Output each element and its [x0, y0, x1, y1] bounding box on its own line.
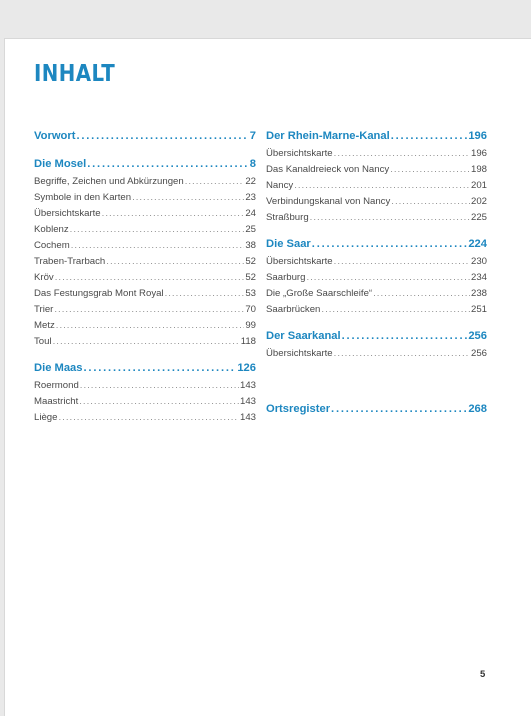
dot-leader	[334, 346, 470, 362]
toc-entry-page: 52	[245, 272, 256, 283]
toc-entry-label: Liège	[34, 412, 58, 423]
toc-entry-label: Metz	[34, 320, 55, 331]
toc-entry[interactable]	[34, 334, 256, 350]
toc-entry[interactable]	[266, 178, 487, 194]
toc-entry[interactable]	[266, 270, 487, 286]
toc-entry-label: Maastricht	[34, 396, 79, 407]
toc-spacer	[266, 226, 487, 235]
toc-spacer	[266, 362, 487, 400]
toc-entry-page: 201	[470, 180, 487, 191]
toc-column-left	[34, 127, 256, 426]
toc-entry[interactable]	[34, 378, 256, 394]
toc-section-heading[interactable]	[34, 359, 256, 378]
toc-entry-label: Saarburg	[266, 272, 306, 283]
dot-leader	[87, 155, 249, 174]
toc-entry-label: Die Saar	[266, 238, 311, 250]
toc-entry-page: 230	[470, 256, 487, 267]
toc-entry-label: Begriffe, Zeichen und Abkürzungen	[34, 176, 184, 187]
toc-section-heading[interactable]	[34, 127, 256, 146]
toc-entry[interactable]	[266, 346, 487, 362]
toc-entry-page: 52	[245, 256, 256, 267]
toc-entry-page: 251	[470, 304, 487, 315]
dot-leader	[390, 162, 470, 178]
toc-entry-label: Cochem	[34, 240, 70, 251]
toc-entry-page: 24	[245, 208, 256, 219]
toc-entry-page: 99	[245, 320, 256, 331]
dot-leader	[71, 238, 245, 254]
toc-entry-label: Koblenz	[34, 224, 69, 235]
toc-entry-page: 238	[470, 288, 487, 299]
toc-entry[interactable]	[34, 190, 256, 206]
dot-leader	[106, 254, 244, 270]
page-title: INHALT	[34, 61, 116, 87]
toc-entry-label: Vorwort	[34, 130, 76, 142]
toc-entry-label: Das Kanaldreieck von Nancy	[266, 164, 390, 175]
toc-entry-page: 256	[470, 348, 487, 359]
toc-entry[interactable]	[34, 286, 256, 302]
dot-leader	[76, 127, 248, 146]
toc-section-heading[interactable]	[266, 127, 487, 146]
toc-section-heading[interactable]	[266, 400, 487, 419]
toc-entry[interactable]	[34, 302, 256, 318]
toc-entry[interactable]	[34, 206, 256, 222]
dot-leader	[334, 146, 470, 162]
toc-entry-label: Toul	[34, 336, 52, 347]
toc-entry-label: Die Mosel	[34, 158, 87, 170]
toc-column-right	[266, 127, 487, 419]
toc-entry-label: Roermond	[34, 380, 79, 391]
toc-spacer	[34, 350, 256, 359]
dot-leader	[80, 378, 239, 394]
toc-entry[interactable]	[266, 210, 487, 226]
toc-entry-page: 126	[237, 362, 256, 374]
dot-leader	[331, 400, 467, 419]
toc-entry-label: Übersichtskarte	[266, 348, 333, 359]
document-page	[4, 38, 531, 716]
dot-leader	[391, 127, 468, 146]
toc-entry-page: 143	[239, 396, 256, 407]
toc-entry-page: 53	[245, 288, 256, 299]
toc-entry-label: Die „Große Saarschleife“	[266, 288, 373, 299]
dot-leader	[55, 270, 245, 286]
toc-entry-page: 196	[468, 130, 487, 142]
toc-entry[interactable]	[266, 286, 487, 302]
toc-entry-page: 25	[245, 224, 256, 235]
toc-entry[interactable]	[34, 394, 256, 410]
dot-leader	[391, 194, 470, 210]
toc-entry[interactable]	[266, 162, 487, 178]
toc-entry-page: 224	[468, 238, 487, 250]
dot-leader	[53, 334, 240, 350]
dot-leader	[342, 327, 468, 346]
toc-entry[interactable]	[34, 270, 256, 286]
toc-entry[interactable]	[266, 194, 487, 210]
toc-entry-page: 8	[249, 158, 256, 170]
toc-spacer	[34, 146, 256, 155]
dot-leader	[185, 174, 245, 190]
toc-entry-label: Das Festungsgrab Mont Royal	[34, 288, 164, 299]
toc-entry-label: Der Rhein-Marne-Kanal	[266, 130, 390, 142]
toc-section-heading[interactable]	[266, 235, 487, 254]
toc-entry-page: 268	[468, 403, 487, 415]
toc-section-heading[interactable]	[266, 327, 487, 346]
toc-entry[interactable]	[34, 410, 256, 426]
toc-entry-page: 256	[468, 330, 487, 342]
dot-leader	[132, 190, 244, 206]
dot-leader	[84, 359, 237, 378]
toc-entry-label: Der Saarkanal	[266, 330, 341, 342]
toc-entry[interactable]	[34, 174, 256, 190]
toc-entry-label: Übersichtskarte	[266, 256, 333, 267]
toc-entry-page: 70	[245, 304, 256, 315]
dot-leader	[294, 178, 470, 194]
toc-entry-page: 7	[249, 130, 256, 142]
toc-spacer	[266, 318, 487, 327]
dot-leader	[58, 410, 239, 426]
toc-entry-label: Übersichtskarte	[266, 148, 333, 159]
toc-entry-page: 38	[245, 240, 256, 251]
toc-entry-label: Übersichtskarte	[34, 208, 101, 219]
toc-entry-label: Nancy	[266, 180, 294, 191]
dot-leader	[54, 302, 244, 318]
dot-leader	[56, 318, 245, 334]
toc-entry[interactable]	[34, 238, 256, 254]
toc-entry-label: Straßburg	[266, 212, 309, 223]
toc-entry-page: 22	[245, 176, 256, 187]
dot-leader	[102, 206, 245, 222]
toc-entry[interactable]	[266, 302, 487, 318]
dot-leader	[334, 254, 470, 270]
toc-entry-label: Trier	[34, 304, 54, 315]
dot-leader	[70, 222, 245, 238]
toc-entry-label: Traben-Trarbach	[34, 256, 106, 267]
toc-entry[interactable]	[34, 318, 256, 334]
toc-entry-page: 196	[470, 148, 487, 159]
dot-leader	[79, 394, 239, 410]
toc-section-heading[interactable]	[34, 155, 256, 174]
toc-entry-page: 234	[470, 272, 487, 283]
toc-entry-label: Verbindungskanal von Nancy	[266, 196, 391, 207]
dot-leader	[306, 270, 470, 286]
page-number: 5	[480, 669, 486, 680]
dot-leader	[321, 302, 470, 318]
toc-entry[interactable]	[266, 146, 487, 162]
toc-entry[interactable]	[266, 254, 487, 270]
dot-leader	[165, 286, 245, 302]
toc-entry[interactable]	[34, 254, 256, 270]
toc-entry-page: 143	[239, 380, 256, 391]
toc-entry-page: 225	[470, 212, 487, 223]
toc-entry-label: Symbole in den Karten	[34, 192, 132, 203]
toc-entry-label: Ortsregister	[266, 403, 331, 415]
dot-leader	[310, 210, 470, 226]
toc-entry-page: 118	[240, 336, 256, 347]
toc-entry-label: Die Maas	[34, 362, 83, 374]
dot-leader	[312, 235, 468, 254]
toc-entry-label: Kröv	[34, 272, 54, 283]
toc-entry[interactable]	[34, 222, 256, 238]
toc-entry-page: 23	[245, 192, 256, 203]
toc-entry-label: Saarbrücken	[266, 304, 321, 315]
toc-entry-page: 143	[239, 412, 256, 423]
toc-entry-page: 202	[470, 196, 487, 207]
dot-leader	[373, 286, 470, 302]
toc-entry-page: 198	[470, 164, 487, 175]
